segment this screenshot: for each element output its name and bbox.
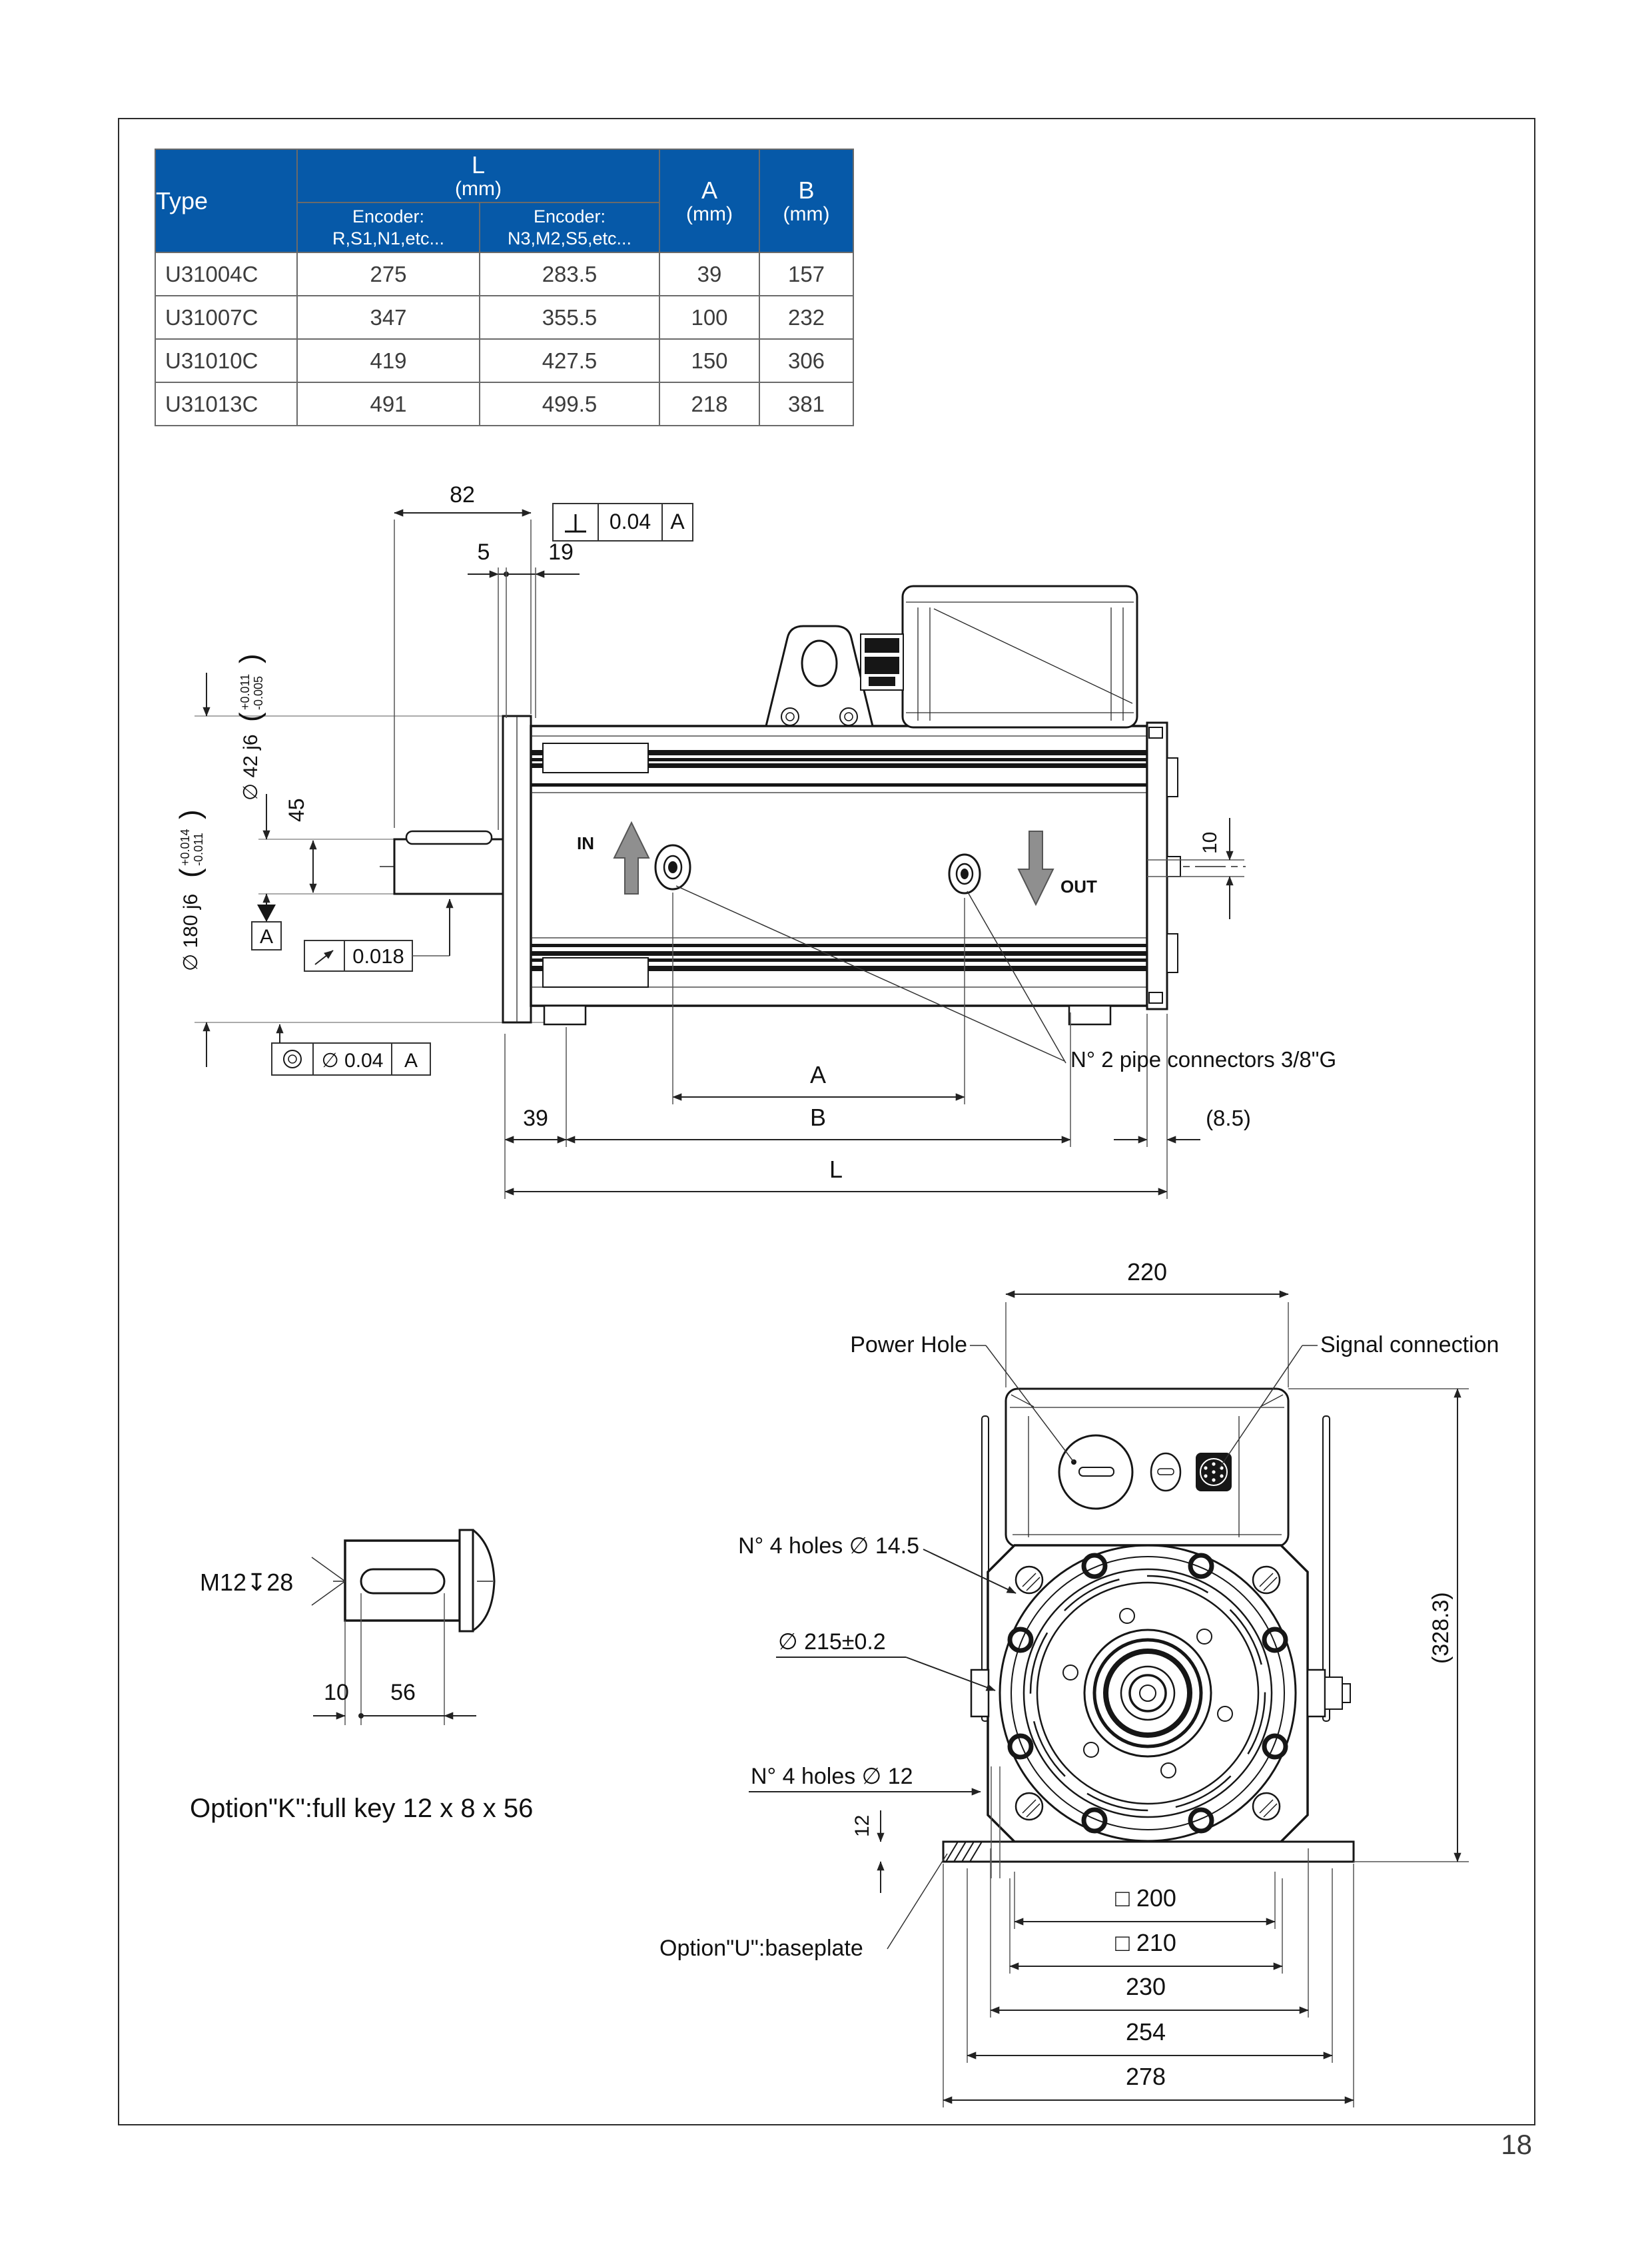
dim-328-3: (328.3) (1428, 1592, 1453, 1664)
holes-14-5-label: N° 4 holes ∅ 14.5 (738, 1533, 919, 1559)
svg-text:(: ( (174, 868, 206, 878)
svg-text:A: A (670, 510, 685, 534)
table-row: U31010C 419 427.5 150 306 (155, 339, 853, 382)
dim-10: 10 (324, 1680, 349, 1705)
dim-19: 19 (548, 540, 574, 565)
svg-text:0.04: 0.04 (609, 510, 651, 534)
fcf-runout (304, 899, 450, 971)
front-view-drawing (639, 1252, 1525, 2125)
svg-text:): ) (174, 809, 206, 819)
terminal-box (861, 586, 1137, 727)
pipe-port-out (949, 855, 980, 893)
pipe-port-in (655, 845, 690, 889)
svg-text:): ) (234, 653, 266, 663)
dim-56: 56 (390, 1680, 416, 1705)
dim-A: A (809, 1061, 827, 1088)
baseplate (943, 1842, 1354, 1862)
shaft-end-view (312, 1530, 494, 1631)
dim-45: 45 (284, 798, 308, 822)
dia-215-label: ∅ 215±0.2 (778, 1629, 886, 1655)
holes-12-label: N° 4 holes ∅ 12 (751, 1764, 913, 1789)
svg-text:0.018: 0.018 (352, 944, 404, 968)
terminal-box-front (1006, 1389, 1288, 1547)
table-row: U31007C 347 355.5 100 232 (155, 296, 853, 339)
fcf-perpendicularity (553, 504, 693, 541)
dim-5: 5 (477, 540, 490, 565)
svg-text:∅ 0.04: ∅ 0.04 (321, 1050, 384, 1072)
table-header-row-1 (155, 149, 853, 202)
dim-200: □ 200 (1115, 1884, 1176, 1912)
pipe-connectors-note: N° 2 pipe connectors 3/8"G (1070, 1047, 1337, 1072)
table-row: U31013C 491 499.5 218 381 (155, 382, 853, 426)
dim-B: B (809, 1104, 827, 1131)
dia42-label (234, 653, 266, 801)
fcf-concentricity (272, 1024, 430, 1075)
out-label: OUT (1060, 877, 1097, 897)
svg-text:-0.005: -0.005 (252, 675, 265, 710)
svg-text:A: A (259, 926, 274, 948)
svg-text:-0.011: -0.011 (192, 833, 205, 866)
power-hole-label: Power Hole (850, 1332, 967, 1357)
lifting-lug (766, 626, 873, 726)
page-number: 18 (1501, 2129, 1532, 2160)
motor-front-view (943, 1389, 1354, 1864)
option-u-label: Option"U":baseplate (659, 1936, 863, 1961)
dim-39: 39 (523, 1106, 548, 1131)
signal-connection-label: Signal connection (1320, 1332, 1499, 1357)
svg-text:∅ 180 j6: ∅ 180 j6 (180, 893, 202, 971)
thread-label: M12↧28 (200, 1569, 294, 1596)
dim-L: L (829, 1156, 843, 1183)
dim-278: 278 (1125, 2063, 1166, 2090)
header-a: A (mm) (659, 149, 759, 252)
svg-text:+0.014: +0.014 (179, 829, 192, 866)
dim-230: 230 (1125, 1973, 1166, 2000)
svg-text:∅ 42 j6: ∅ 42 j6 (240, 734, 262, 801)
dim-254: 254 (1125, 2018, 1166, 2046)
header-b: B (mm) (759, 149, 853, 252)
header-l: L (mm) (297, 149, 659, 202)
dim-210: □ 210 (1115, 1929, 1176, 1956)
header-encoder-2: Encoder: N3,M2,S5,etc... (480, 202, 659, 252)
dim-82: 82 (450, 482, 475, 508)
svg-text:A: A (404, 1050, 418, 1072)
side-view-drawing (174, 460, 1406, 1216)
key-option-drawing (180, 1519, 646, 1838)
dim-12: 12 (851, 1814, 873, 1837)
header-encoder-1: Encoder: R,S1,N1,etc... (297, 202, 480, 252)
svg-text:(: ( (234, 712, 266, 722)
option-k-caption: Option"K":full key 12 x 8 x 56 (190, 1794, 534, 1823)
dim-8-5: (8.5) (1206, 1106, 1251, 1130)
dim-10: 10 (1199, 831, 1221, 854)
table-row: U31004C 275 283.5 39 157 (155, 252, 853, 296)
header-type: Type (155, 149, 297, 252)
dimension-table (155, 149, 854, 426)
in-label: IN (577, 833, 594, 853)
datum-a (252, 894, 281, 950)
svg-text:+0.011: +0.011 (238, 673, 252, 710)
dim-220: 220 (1126, 1258, 1168, 1286)
